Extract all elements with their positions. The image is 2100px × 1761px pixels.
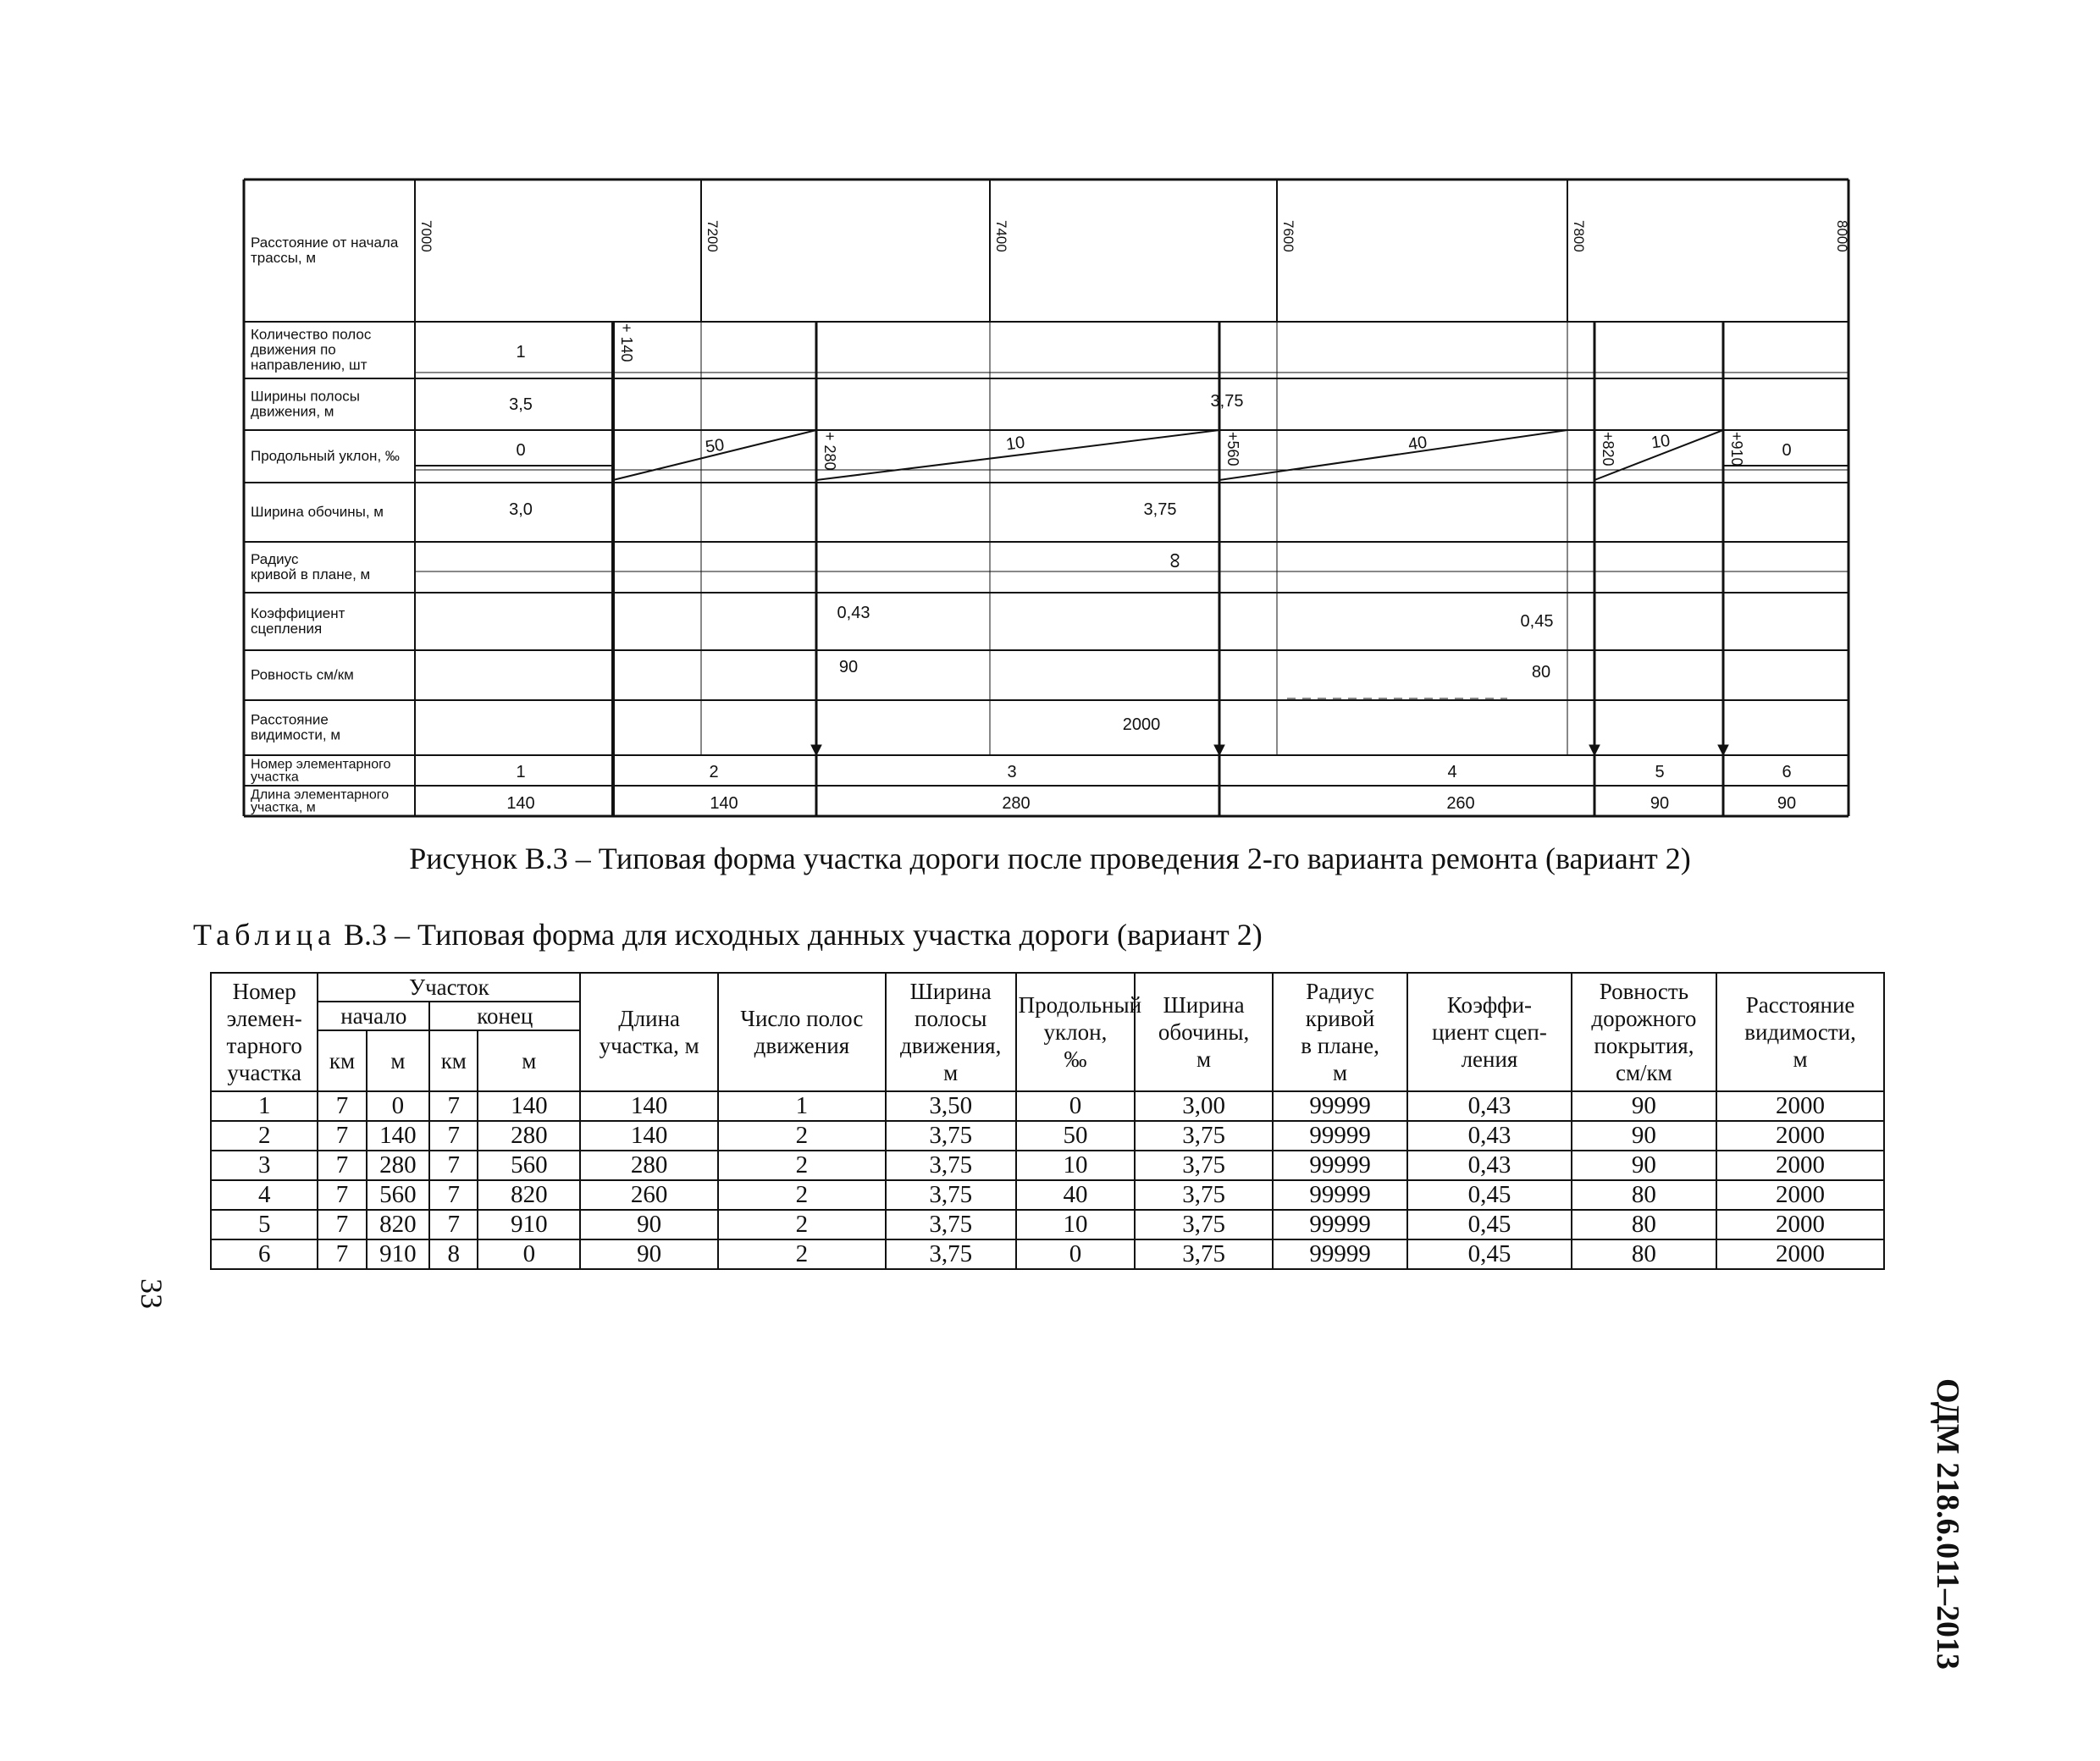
- table-cell: 80: [1572, 1180, 1716, 1210]
- element-length: 140: [506, 794, 535, 813]
- table-cell: 560: [478, 1151, 580, 1180]
- table-cell: 3,75: [1135, 1151, 1273, 1180]
- table-cell: 90: [1572, 1151, 1716, 1180]
- row-label-10: Длина элементарного: [251, 787, 390, 803]
- table-cell: 3,75: [1135, 1239, 1273, 1269]
- slope-value: 50: [704, 435, 726, 457]
- table-cell: 90: [580, 1210, 718, 1239]
- table-cell: 560: [367, 1180, 430, 1210]
- table-row: [211, 1239, 1884, 1269]
- table-cell: 820: [367, 1210, 430, 1239]
- table-cell: 3,75: [1135, 1180, 1273, 1210]
- table-cell: 7: [318, 1151, 366, 1180]
- slope-value: 10: [1650, 431, 1672, 453]
- table-cell: 2000: [1716, 1151, 1884, 1180]
- row-label-5: Радиус: [251, 551, 299, 567]
- table-cell: 0,43: [1407, 1151, 1571, 1180]
- header-start: начало: [318, 1002, 429, 1030]
- arrow-mark: [1214, 745, 1224, 755]
- row-label-1: движения по: [251, 341, 336, 358]
- table-cell: 2000: [1716, 1239, 1884, 1269]
- slope-value: 10: [1004, 433, 1026, 455]
- row-label-0: трассы, м: [251, 250, 317, 266]
- break-mark: + 140: [618, 323, 635, 362]
- header-visibility: Расстояние видимости, м: [1716, 973, 1884, 1091]
- element-length: 90: [1650, 794, 1670, 813]
- chainage-label: 7600: [1280, 220, 1296, 252]
- table-title: [193, 917, 1263, 952]
- shoulder-value: 3,75: [1143, 500, 1177, 519]
- table-cell: 0: [478, 1239, 580, 1269]
- table-cell: 99999: [1273, 1210, 1407, 1239]
- break-mark: + 280: [821, 432, 838, 471]
- row-label-3: Продольный уклон, ‰: [251, 448, 400, 464]
- row-label-2: Ширины полосы: [251, 388, 360, 405]
- source-data-table: [210, 972, 1885, 1270]
- table-cell: 0: [1016, 1239, 1136, 1269]
- header-length: Длина участка, м: [580, 973, 718, 1091]
- table-cell: 8: [429, 1239, 478, 1269]
- table-cell: 820: [478, 1180, 580, 1210]
- row-label-7: Ровность см/км: [251, 666, 354, 683]
- element-number: 4: [1447, 763, 1457, 781]
- table-cell: 140: [580, 1121, 718, 1151]
- header-lanes: Число полос движения: [718, 973, 886, 1091]
- table-cell: 99999: [1273, 1239, 1407, 1269]
- element-length: 260: [1446, 794, 1475, 813]
- table-cell: 7: [318, 1180, 366, 1210]
- table-cell: 1: [211, 1091, 318, 1121]
- row-label-1: Количество полос: [251, 326, 372, 343]
- road-section-diagram: [0, 0, 2100, 838]
- table-cell: 910: [367, 1239, 430, 1269]
- header-slope: Продольный уклон, ‰: [1016, 973, 1136, 1091]
- element-number: 5: [1655, 763, 1665, 781]
- arrow-mark: [1589, 745, 1600, 755]
- table-cell: 7: [318, 1091, 366, 1121]
- table-cell: 4: [211, 1180, 318, 1210]
- header-end: конец: [429, 1002, 580, 1030]
- header-m: м: [478, 1030, 580, 1091]
- row-label-6: сцепления: [251, 621, 323, 637]
- row-label-10: участка, м: [251, 800, 316, 815]
- slope-line: [1219, 430, 1567, 480]
- header-lane-width: Ширина полосы движения, м: [886, 973, 1016, 1091]
- table-row: [211, 1121, 1884, 1151]
- table-cell: 0: [367, 1091, 430, 1121]
- shoulder-value: 3,0: [509, 500, 533, 519]
- table-cell: 0,45: [1407, 1180, 1571, 1210]
- header-element-number: Номер элемен- тарного участка: [211, 973, 318, 1091]
- table-cell: 2: [718, 1151, 886, 1180]
- table-cell: 1: [718, 1091, 886, 1121]
- break-mark: +560: [1224, 432, 1241, 466]
- table-cell: 90: [1572, 1091, 1716, 1121]
- table-cell: 3,75: [886, 1151, 1016, 1180]
- chainage-label: 8000: [1834, 220, 1850, 252]
- table-cell: 7: [429, 1180, 478, 1210]
- element-length: 280: [1002, 794, 1031, 813]
- table-cell: 10: [1016, 1210, 1136, 1239]
- lanes-value: 1: [516, 343, 526, 362]
- element-length: 140: [710, 794, 738, 813]
- friction-value: 0,43: [837, 604, 870, 622]
- break-mark: +820: [1600, 432, 1616, 466]
- table-cell: 0,43: [1407, 1121, 1571, 1151]
- row-label-9: Номер элементарного: [251, 757, 391, 772]
- table-cell: 2: [718, 1239, 886, 1269]
- header-km: км: [429, 1030, 478, 1091]
- table-cell: 7: [429, 1210, 478, 1239]
- table-cell: 5: [211, 1210, 318, 1239]
- table-cell: 90: [580, 1239, 718, 1269]
- element-length: 90: [1777, 794, 1797, 813]
- table-title-prefix: Таблица: [193, 918, 336, 952]
- table-cell: 99999: [1273, 1180, 1407, 1210]
- visibility-value: 2000: [1122, 715, 1161, 734]
- element-number: 6: [1782, 763, 1792, 781]
- table-cell: 7: [318, 1121, 366, 1151]
- header-radius: Радиус кривой в плане, м: [1273, 973, 1407, 1091]
- slope-value: 0: [1782, 441, 1792, 460]
- table-cell: 140: [580, 1091, 718, 1121]
- table-cell: 0,45: [1407, 1239, 1571, 1269]
- table-cell: 99999: [1273, 1121, 1407, 1151]
- table-row: [211, 1151, 1884, 1180]
- table-row: [211, 1210, 1884, 1239]
- table-cell: 90: [1572, 1121, 1716, 1151]
- row-label-5: кривой в плане, м: [251, 566, 371, 582]
- table-cell: 2: [718, 1210, 886, 1239]
- row-label-6: Коэффициент: [251, 605, 345, 621]
- table-cell: 7: [429, 1091, 478, 1121]
- table-cell: 2000: [1716, 1121, 1884, 1151]
- table-cell: 3,00: [1135, 1091, 1273, 1121]
- row-label-4: Ширина обочины, м: [251, 504, 384, 520]
- table-cell: 280: [478, 1121, 580, 1151]
- table-cell: 80: [1572, 1239, 1716, 1269]
- row-label-9: участка: [251, 770, 299, 785]
- table-cell: 2000: [1716, 1180, 1884, 1210]
- friction-value: 0,45: [1520, 612, 1554, 631]
- table-row: [211, 1180, 1884, 1210]
- table-cell: 3: [211, 1151, 318, 1180]
- table-cell: 140: [367, 1121, 430, 1151]
- break-mark: +910: [1728, 432, 1745, 466]
- table-cell: 3,75: [886, 1210, 1016, 1239]
- table-cell: 0,43: [1407, 1091, 1571, 1121]
- table-cell: 2000: [1716, 1210, 1884, 1239]
- table-cell: 3,75: [1135, 1121, 1273, 1151]
- table-title-text: В.3 – Типовая форма для исходных данных участка дороги (вариант 2): [335, 918, 1263, 952]
- table-cell: 3,75: [1135, 1210, 1273, 1239]
- table-cell: 3,75: [886, 1180, 1016, 1210]
- table-cell: 99999: [1273, 1151, 1407, 1180]
- arrow-mark: [1718, 745, 1728, 755]
- table-cell: 910: [478, 1210, 580, 1239]
- table-row: [211, 1091, 1884, 1121]
- chainage-label: 7800: [1571, 220, 1587, 252]
- row-label-8: видимости, м: [251, 726, 341, 743]
- table-cell: 280: [580, 1151, 718, 1180]
- table-cell: 50: [1016, 1121, 1136, 1151]
- table-cell: 0: [1016, 1091, 1136, 1121]
- table-cell: 6: [211, 1239, 318, 1269]
- slope-value: 40: [1406, 433, 1429, 455]
- curve-radius-value: ∞: [1163, 552, 1189, 569]
- chainage-label: 7400: [993, 220, 1009, 252]
- table-cell: 7: [429, 1121, 478, 1151]
- header-roughness: Ровность дорожного покрытия, см/км: [1572, 973, 1716, 1091]
- header-friction: Коэффи- циент сцеп- ления: [1407, 973, 1571, 1091]
- document-code: ОДМ 218.6.011–2013: [1930, 1377, 1965, 1670]
- header-m: м: [367, 1030, 430, 1091]
- table-cell: 2: [718, 1121, 886, 1151]
- table-cell: 99999: [1273, 1091, 1407, 1121]
- roughness-value: 80: [1531, 663, 1551, 682]
- figure-caption: Рисунок В.3 – Типовая форма участка дороги после проведения 2-го варианта ремонта (вариант 2): [409, 842, 1691, 875]
- element-number: 2: [709, 763, 719, 781]
- table-cell: 3,50: [886, 1091, 1016, 1121]
- row-label-2: движения, м: [251, 403, 334, 420]
- table-cell: 3,75: [886, 1239, 1016, 1269]
- slope-value: 0: [516, 441, 526, 460]
- chainage-label: 7000: [418, 220, 434, 252]
- table-cell: 7: [318, 1239, 366, 1269]
- table-cell: 2000: [1716, 1091, 1884, 1121]
- chainage-label: 7200: [705, 220, 721, 252]
- table-cell: 140: [478, 1091, 580, 1121]
- lane-width-value: 3,75: [1210, 392, 1244, 411]
- row-label-0: Расстояние от начала: [251, 235, 399, 251]
- table-cell: 2: [718, 1180, 886, 1210]
- row-label-1: направлению, шт: [251, 356, 368, 373]
- header-section: Участок: [318, 973, 580, 1002]
- table-cell: 260: [580, 1180, 718, 1210]
- table-cell: 80: [1572, 1210, 1716, 1239]
- table-cell: 40: [1016, 1180, 1136, 1210]
- arrow-mark: [811, 745, 821, 755]
- header-km: км: [318, 1030, 366, 1091]
- element-number: 3: [1007, 763, 1017, 781]
- table-cell: 10: [1016, 1151, 1136, 1180]
- lane-width-value: 3,5: [509, 395, 533, 414]
- table-cell: 2: [211, 1121, 318, 1151]
- roughness-value: 90: [838, 658, 859, 676]
- table-cell: 7: [429, 1151, 478, 1180]
- table-cell: 7: [318, 1210, 366, 1239]
- table-cell: 3,75: [886, 1121, 1016, 1151]
- table-cell: 0,45: [1407, 1210, 1571, 1239]
- element-number: 1: [516, 763, 526, 781]
- page-number: 33: [135, 1278, 169, 1309]
- header-shoulder: Ширина обочины, м: [1135, 973, 1273, 1091]
- row-label-8: Расстояние: [251, 711, 329, 728]
- table-cell: 280: [367, 1151, 430, 1180]
